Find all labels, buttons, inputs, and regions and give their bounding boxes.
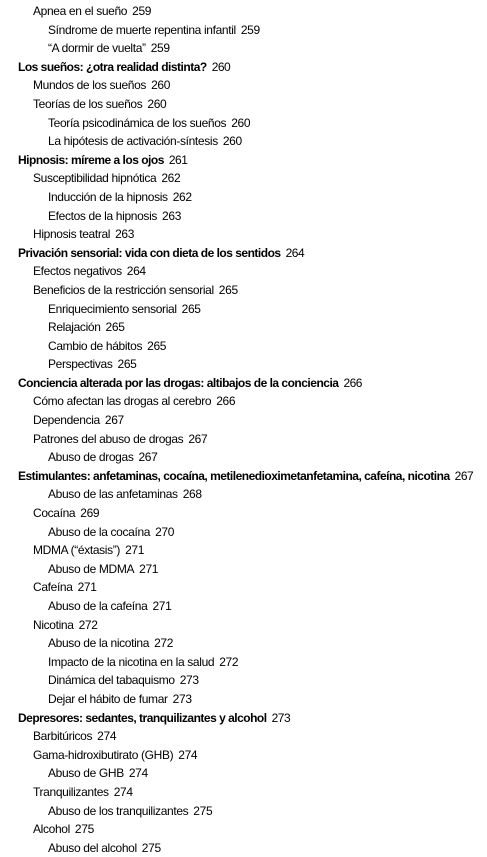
toc-page-number: 272 [154,636,174,651]
toc-entry-title: Cafeína [33,580,73,595]
toc-subsection-entry [0,727,487,746]
toc-page-number: 266 [343,375,362,390]
toc-subsubsection-entry [0,114,487,133]
toc-page-number: 259 [132,4,152,18]
toc-entry-title: Susceptibilidad hipnótica [33,171,157,186]
toc-entry-title: Relajación [48,320,101,335]
toc-page-number: 273 [172,691,192,706]
toc-page-number: 260 [151,78,171,93]
toc-subsubsection-entry [0,355,487,374]
toc-subsubsection-entry [0,560,487,579]
toc-entry-title: Teoría psicodinámica de los sueños [48,115,227,130]
toc-entry-title: Cómo afectan las drogas al cerebro [33,394,212,409]
toc-subsubsection-entry [0,653,487,672]
toc-entry-title: Tranquilizantes [33,784,109,799]
toc-page-number: 268 [182,487,202,502]
toc-page-number: 260 [211,59,231,74]
toc-entry-title: Conciencia alterada por las drogas: altibajos de la conciencia [18,375,339,390]
toc-subsection-entry [0,169,487,188]
toc-page-number: 265 [117,357,137,372]
toc-subsubsection-entry [0,485,487,504]
toc-subsection-entry [0,504,487,523]
toc-entry-title: MDMA (“éxtasis”) [33,543,121,558]
toc-section-heading [0,58,487,77]
toc-entry-title: Apnea en el sueño [33,4,128,18]
toc-subsubsection-entry [0,634,487,653]
toc-subsubsection-entry [0,207,487,226]
toc-page-number: 264 [126,264,146,279]
toc-page-number: 265 [147,338,167,353]
toc-entry-title: Patrones del abuso de drogas [33,431,184,446]
toc-page-number: 274 [128,766,148,781]
toc-subsubsection-entry [0,132,487,151]
toc-page-number: 260 [231,115,251,130]
toc-section-heading [0,709,487,728]
toc-subsubsection-entry [0,802,487,821]
toc-entry-title: Mundos de los sueños [33,78,147,93]
toc-entry-title: Hipnosis: míreme a los ojos [18,152,164,167]
toc-entry-title: Efectos negativos [33,264,122,279]
toc-entry-title: Beneficios de la restricción sensorial [33,282,214,297]
toc-entry-title: Abuso de drogas [48,450,134,465]
toc-entry-title: Teorías de los sueños [33,96,143,111]
toc-entry-title: Dependencia [33,413,100,428]
toc-page-number: 267 [188,431,208,446]
toc-entry-title: Estimulantes: anfetaminas, cocaína, metilenedioximetanfetamina, cafeína, nicotina [18,468,450,483]
toc-entry-title: Perspectivas [48,357,113,372]
toc-entry-title: Abuso de MDMA [48,561,135,576]
toc-page-number: 267 [104,413,124,428]
toc-entry-title: Abuso de GHB [48,766,124,781]
toc-subsection-entry [0,2,487,21]
toc-entry-title: Depresores: sedantes, tranquilizantes y alcohol [18,710,267,725]
toc-page-number: 275 [74,822,94,837]
toc-page-number: 265 [218,282,238,297]
toc-entry-title: Dinámica del tabaquismo [48,673,175,688]
toc-entry-title: Abuso de la cafeína [48,599,148,613]
toc-subsubsection-entry [0,337,487,356]
toc-page-number: 262 [161,171,181,186]
toc-page-number: 262 [172,189,192,204]
toc-page-number: 270 [155,524,175,539]
toc-subsection-entry [0,281,487,300]
toc-entry-title: Cocaína [33,506,76,521]
toc-page-number: 274 [178,747,198,762]
toc-entry-title: Nicotina [33,617,74,632]
toc-page-number: 260 [147,96,167,111]
toc-entry-title: Abuso de la cocaína [48,524,151,539]
toc-page-number: 263 [115,227,135,242]
toc-entry-title: Inducción de la hipnosis [48,189,168,204]
toc-page-number: 264 [285,245,305,260]
toc-page-number: 271 [152,599,172,613]
toc-page-number: 273 [179,673,199,688]
toc-page-number: 267 [138,450,158,465]
toc-subsubsection-entry [0,839,487,857]
toc-entry-title: Privación sensorial: vida con dieta de los sentidos [18,245,281,260]
toc-subsubsection-entry [0,318,487,337]
toc-entry-title: Enriquecimiento sensorial [48,301,177,316]
toc-subsubsection-entry [0,21,487,40]
toc-page-number: 275 [141,840,161,855]
toc-page-number: 271 [139,561,159,576]
toc-section-heading [0,374,487,393]
toc-subsection-entry [0,225,487,244]
toc-subsubsection-entry [0,671,487,690]
toc-subsubsection-entry [0,523,487,542]
toc-page-number: 260 [222,134,242,149]
toc-subsubsection-entry [0,448,487,467]
toc-entry-title: Cambio de hábitos [48,338,143,353]
toc-entry-title: Barbitúricos [33,729,93,744]
toc-page-number: 275 [193,803,213,818]
toc-page-number: 267 [454,468,474,483]
toc-page-number: 265 [105,320,125,335]
toc-page-number: 265 [181,301,201,316]
toc-subsubsection-entry [0,597,487,616]
toc-subsection-entry [0,746,487,765]
toc-entry-title: Síndrome de muerte repentina infantil [48,22,236,37]
toc-section-heading [0,244,487,263]
toc-entry-title: Abuso del alcohol [48,840,137,855]
toc-subsubsection-entry [0,39,487,58]
toc-subsection-entry [0,820,487,839]
toc-subsection-entry [0,616,487,635]
toc-page-number: 272 [219,654,239,669]
toc-page-number: 274 [113,784,133,799]
toc-subsection-entry [0,392,487,411]
toc-subsubsection-entry [0,764,487,783]
toc-subsection-entry [0,783,487,802]
toc-page-number: 263 [162,208,182,223]
toc-page-number: 271 [125,543,145,558]
toc-entry-title: Abuso de la nicotina [48,636,150,651]
toc-entry-title: Abuso de las anfetaminas [48,487,178,502]
toc-page-number: 269 [80,506,100,521]
toc-entry-title: Gama-hidroxibutirato (GHB) [33,747,174,762]
toc-entry-title: Hipnosis teatral [33,227,111,242]
toc-entry-title: Alcohol [33,822,70,837]
toc-page-number: 273 [271,710,291,725]
toc-entry-title: Los sueños: ¿otra realidad distinta? [18,59,207,74]
toc-entry-title: La hipótesis de activación-síntesis [48,134,218,149]
toc-subsection-entry [0,541,487,560]
toc-subsubsection-entry [0,690,487,709]
toc-entry-title: Impacto de la nicotina en la salud [48,654,215,669]
toc-subsection-entry [0,76,487,95]
toc-page-number: 272 [78,617,98,632]
toc-subsection-entry [0,95,487,114]
toc-section-heading [0,467,487,486]
toc-subsection-entry [0,430,487,449]
toc-page-number: 259 [240,22,260,37]
toc-page-number: 274 [97,729,117,744]
toc-page-number: 259 [150,41,170,56]
toc-entry-title: “A dormir de vuelta” [48,41,146,56]
toc-page-number: 271 [77,580,97,595]
toc-subsubsection-entry [0,300,487,319]
toc-entry-title: Efectos de la hipnosis [48,208,158,223]
toc-page-number: 261 [168,152,188,167]
toc-subsection-entry [0,578,487,597]
toc-section-heading [0,151,487,170]
toc-entry-title: Abuso de los tranquilizantes [48,803,189,818]
toc-subsubsection-entry [0,188,487,207]
toc-page-number: 266 [216,394,236,409]
toc-entry-title: Dejar el hábito de fumar [48,691,168,706]
toc-subsection-entry [0,411,487,430]
toc-subsection-entry [0,262,487,281]
